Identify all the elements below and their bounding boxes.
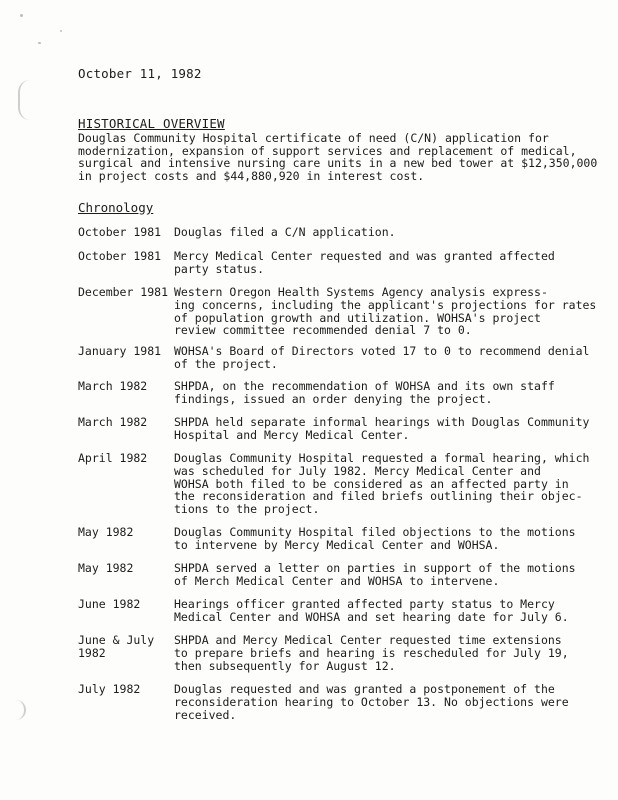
overview-line: Douglas Community Hospital certificate of need (C/N) application for — [78, 131, 549, 145]
entry-date-line: October 1981 — [78, 249, 162, 263]
entry-text-line: SHPDA served a letter on parties in support of the motions — [174, 561, 576, 575]
entry-date — [78, 634, 174, 660]
entry-text-line: reconsideration hearing to October 13. No objections were — [174, 694, 569, 709]
entry-date-line: April 1982 — [78, 451, 148, 465]
entry-text-line: of the project. — [174, 356, 278, 371]
entry-date-line: March 1982 — [78, 415, 148, 429]
scan-speck — [20, 14, 23, 17]
entry-date — [78, 226, 174, 239]
section-heading: HISTORICAL OVERVIEW — [78, 116, 225, 131]
entry-date — [78, 683, 174, 696]
chronology-heading: Chronology — [78, 200, 154, 215]
entry-text-line: SHPDA held separate informal hearings with Douglas Community — [174, 415, 590, 429]
entry-text — [174, 380, 555, 406]
entry-text — [174, 598, 569, 624]
entry-date — [78, 562, 174, 575]
entry-text — [174, 286, 596, 337]
entry-text — [174, 345, 589, 371]
entry-text-line: Douglas requested and was granted a postponement of the — [174, 682, 555, 696]
overview-line: in project costs and $44,880,920 in interest cost. — [78, 168, 425, 183]
overview-line: surgical and intensive nursing care units in a new bed tower at $12,350,000 — [78, 156, 598, 170]
entry-text-line: Western Oregon Health Systems Agency analysis express- — [174, 285, 548, 299]
overview-paragraph — [78, 131, 598, 183]
entry-text-line: SHPDA, on the recommendation of WOHSA and its own staff — [174, 379, 555, 393]
entry-text-line: the reconsideration and filed briefs outlining their objec- — [174, 489, 583, 504]
entry-date-line: October 1981 — [78, 225, 162, 239]
entry-text — [174, 452, 589, 516]
entry-date-line: June & July — [78, 633, 155, 647]
entry-date — [78, 380, 174, 393]
entry-text-line: Douglas Community Hospital filed objections to the motions — [174, 525, 576, 539]
entry-text-line: tions to the project. — [174, 502, 320, 517]
overview-line: modernization, expansion of support services and replacement of medical, — [78, 143, 577, 158]
entry-text-line: WOHSA both filed to be considered as an affected party in — [174, 476, 569, 491]
entry-text-line: Douglas filed a C/N application. — [174, 225, 396, 239]
entry-date — [78, 286, 174, 299]
entry-date — [78, 345, 174, 358]
entry-text-line: Medical Center and WOHSA and set hearing date for July 6. — [174, 609, 569, 624]
entry-text — [174, 226, 396, 239]
punch-hole-mark — [18, 80, 34, 120]
entry-date-line: May 1982 — [78, 525, 134, 539]
entry-text-line: WOHSA's Board of Directors voted 17 to 0 to recommend denial — [174, 344, 590, 358]
entry-text — [174, 526, 576, 552]
entry-text-line: ing concerns, including the applicant's projections for rates — [174, 297, 597, 312]
letter-date: October 11, 1982 — [78, 66, 202, 81]
entry-text-line: then subsequently for August 12. — [174, 658, 396, 673]
entry-text-line: party status. — [174, 261, 265, 276]
entry-text-line: was scheduled for July 1982. Mercy Medical Center and — [174, 463, 541, 478]
entry-text — [174, 562, 576, 588]
entry-date — [78, 526, 174, 539]
entry-text-line: received. — [174, 707, 237, 722]
punch-hole-mark — [14, 700, 26, 720]
entry-date-line: 1982 — [78, 645, 106, 660]
entry-text — [174, 416, 589, 442]
entry-date — [78, 416, 174, 429]
entry-text-line: of population growth and utilization. WOHSA's project — [174, 310, 541, 325]
entry-date — [78, 250, 174, 263]
entry-date-line: March 1982 — [78, 379, 148, 393]
entry-text-line: Douglas Community Hospital requested a formal hearing, which — [174, 451, 590, 465]
entry-text — [174, 634, 569, 672]
entry-date-line: January 1981 — [78, 344, 162, 358]
entry-text-line: to prepare briefs and hearing is rescheduled for July 19, — [174, 645, 569, 660]
entry-date-line: June 1982 — [78, 597, 141, 611]
entry-text-line: SHPDA and Mercy Medical Center requested time extensions — [174, 633, 562, 647]
entry-date — [78, 598, 174, 611]
entry-text-line: findings, issued an order denying the project. — [174, 391, 493, 406]
entry-text-line: Hearings officer granted affected party status to Mercy — [174, 597, 555, 611]
entry-text-line: review committee recommended denial 7 to 0. — [174, 323, 472, 338]
entry-text-line: of Merch Medical Center and WOHSA to intervene. — [174, 573, 500, 588]
entry-text — [174, 683, 569, 721]
entry-date — [78, 452, 174, 465]
entry-date-line: December 1981 — [78, 285, 169, 299]
entry-text-line: to intervene by Mercy Medical Center and WOHSA. — [174, 537, 500, 552]
entry-text — [174, 250, 555, 276]
scan-speck — [60, 30, 62, 32]
entry-text-line: Hospital and Mercy Medical Center. — [174, 427, 410, 442]
entry-date-line: July 1982 — [78, 682, 141, 696]
entry-text-line: Mercy Medical Center requested and was granted affected — [174, 249, 555, 263]
entry-date-line: May 1982 — [78, 561, 134, 575]
scan-speck — [38, 42, 41, 44]
